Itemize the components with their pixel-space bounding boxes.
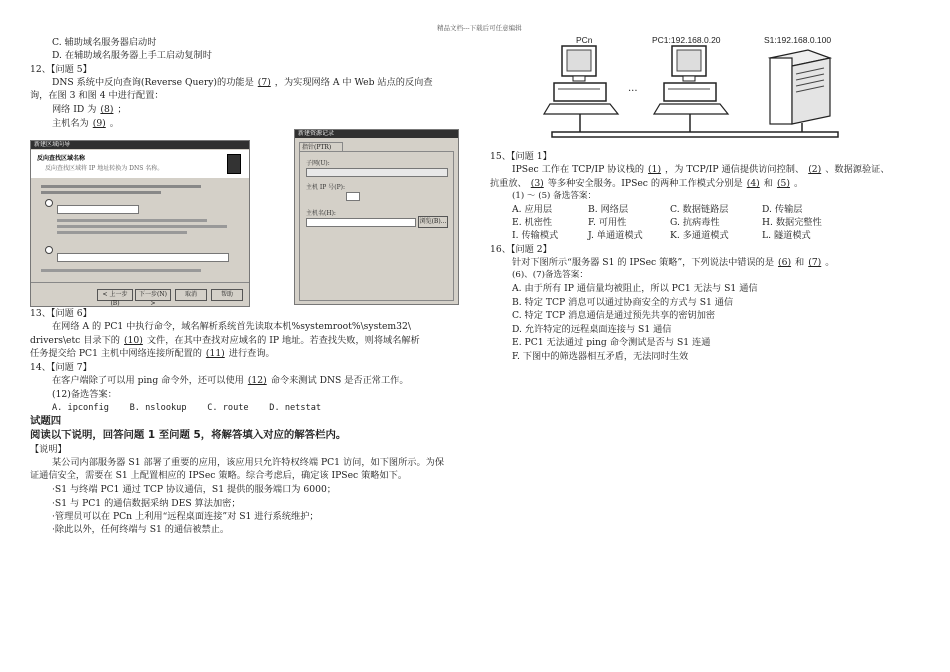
blank-8[interactable]: (8)	[100, 104, 114, 115]
pc1-computer-icon	[654, 46, 728, 132]
blank-10[interactable]: (10)	[124, 335, 143, 346]
blank-9[interactable]: (9)	[92, 118, 106, 129]
blank-4[interactable]: (4)	[746, 178, 760, 189]
policy-bullet: ·S1 与 PC1 的通信数据采纳 DES 算法加密；	[52, 498, 241, 509]
next-button[interactable]: 下一步(N) >	[135, 289, 171, 301]
section-instruction: 阅读以下说明，回答问题 1 至问题 5，将解答填入对应的解答栏内。	[30, 429, 347, 441]
browse-button[interactable]: 浏览(B)...	[418, 216, 448, 228]
wizard-heading: 反向查找区域名称	[37, 155, 86, 162]
q13-line2: drivers\etc 目录下的 (10) 文件，在其中查找对应域名的 IP 地址。若查找失败，则将域名解析	[30, 335, 420, 346]
option: K. 多通道模式	[670, 230, 729, 241]
blank-7[interactable]: (7)	[257, 77, 271, 88]
option: D. 传输层	[762, 204, 803, 215]
new-resource-record-figure	[294, 129, 459, 305]
blank-2[interactable]: (2)	[808, 164, 822, 175]
q16-options-head: (6)、(7)备选答案：	[512, 270, 588, 280]
description-line2: 证通信安全，需要在 S1 上配置相应的 IPSec 策略。综合考虑后，确定该 IPSec 策略如下。	[30, 470, 408, 481]
text-line	[57, 219, 207, 222]
policy-bullet: ·管理员可以在 PCn 上利用“远程桌面连接”对 S1 进行系统维护；	[52, 511, 319, 522]
radio-network-id[interactable]	[45, 199, 53, 207]
pc1-label: PC1:192.168.0.20	[652, 35, 721, 45]
text-line	[41, 191, 161, 194]
radio-zone-name[interactable]	[45, 246, 53, 254]
text-line	[41, 185, 201, 188]
option: I. 传输模式	[512, 230, 559, 241]
option: C. 数据链路层	[670, 204, 729, 215]
q16-line1: 针对下图所示“服务器 S1 的 IPSec 策略”，下列说法中错误的是 (6) 和 (7) 。	[512, 257, 835, 268]
host-ip-label: 主机 IP 号(P):	[306, 184, 345, 191]
option: G. 抗病毒性	[670, 217, 720, 228]
q16-option-f: F. 下图中的筛选器相互矛盾，无法同时生效	[512, 351, 689, 362]
host-name-label: 主机名(H):	[306, 210, 336, 217]
q14-heading: 14、【问题 7】	[30, 362, 92, 373]
q15-heading: 15、【问题 1】	[490, 151, 552, 162]
q15-line2: 抗重放、 (3) 等多种安全服务。IPSec 的两种工作模式分别是 (4) 和 (5) 。	[490, 178, 804, 189]
subnet-label: 子网(U):	[306, 160, 330, 167]
q16-option-c: C. 特定 TCP 消息通信是通过预先共享的密钥加密	[512, 310, 716, 321]
blank-11[interactable]: (11)	[205, 348, 225, 359]
divider	[31, 282, 249, 283]
server-icon	[227, 154, 241, 174]
option: B. 网络层	[588, 204, 629, 215]
cancel-button[interactable]: 取消	[175, 289, 207, 301]
pcn-label: PCn	[576, 35, 593, 45]
option-row	[512, 203, 802, 217]
description-line1: 某公司内部服务器 S1 部署了重要的应用，该应用只允许特权终端 PC1 访问，如下图所示。为保	[52, 457, 445, 468]
option-c: C. 辅助域名服务器启动时	[52, 37, 157, 48]
option: A. 应用层	[512, 204, 553, 215]
option-row	[512, 216, 822, 230]
network-id-line: 网络 ID 为 (8) ；	[52, 104, 127, 115]
option: J. 单通道模式	[588, 230, 643, 241]
tab-panel	[299, 151, 454, 301]
option: E. 机密性	[512, 217, 553, 228]
text-line	[41, 269, 201, 272]
back-button[interactable]: < 上一步(B)	[97, 289, 133, 301]
blank-12[interactable]: (12)	[247, 375, 267, 386]
q14-options: A. ipconfig B. nslookup C. route D. netstat	[52, 403, 322, 413]
options-heading: (1) ～ (5) 备选答案：	[512, 191, 597, 201]
blank-6[interactable]: (6)	[778, 257, 792, 268]
q16-heading: 16、【问题 2】	[490, 244, 552, 255]
blank-5[interactable]: (5)	[776, 178, 790, 189]
text-line	[57, 225, 227, 228]
q16-option-d: D. 允许特定的远程桌面连接与 S1 通信	[512, 324, 672, 335]
description-head: 【说明】	[30, 444, 67, 455]
option: H. 数据完整性	[762, 217, 822, 228]
reverse-zone-wizard-figure	[30, 140, 250, 307]
help-button[interactable]: 帮助	[211, 289, 243, 301]
s1-label: S1:192.168.0.100	[764, 35, 832, 45]
q13-line3: 任务提交给 PC1 主机中网络连接所配置的 (11) 进行查询。	[30, 348, 275, 359]
host-ip-field[interactable]	[346, 192, 360, 201]
q15-line1: IPSec 工作在 TCP/IP 协议栈的 (1) ，为 TCP/IP 通信提供访问控制、 (2) 、数据源验证、	[512, 164, 890, 175]
section-title: 试题四	[30, 415, 62, 427]
blank-7b[interactable]: (7)	[808, 257, 822, 268]
network-diagram	[540, 28, 860, 146]
policy-bullet: ·S1 与终端 PC1 通过 TCP 协议通信，S1 提供的服务端口为 6000；	[52, 484, 336, 495]
option-row	[512, 229, 811, 243]
blank-3[interactable]: (3)	[530, 178, 544, 189]
q16-option-a: A. 由于所有 IP 通信量均被阻止，所以 PC1 无法与 S1 通信	[512, 283, 758, 294]
network-id-field[interactable]	[57, 205, 139, 214]
wizard-title: 新建区域向导	[31, 141, 249, 149]
page-header: 精品文档---下载后可任意编辑	[437, 24, 522, 32]
q13-line1: 在网络 A 的 PC1 中执行命令，域名解析系统首先读取本机%systemroot%\system32\	[52, 321, 411, 332]
q12-line2: 询，在图 3 和图 4 中进行配置：	[30, 90, 164, 101]
zone-name-field[interactable]	[57, 253, 229, 262]
option: L. 隧道模式	[762, 230, 811, 241]
option-d: D. 在辅助域名服务器上手工启动复制时	[52, 50, 212, 61]
pcn-computer-icon	[544, 46, 618, 132]
text-line	[57, 231, 187, 234]
s1-server-icon	[770, 50, 830, 132]
q14-options-head: (12)备选答案：	[52, 389, 117, 400]
q13-heading: 13、【问题 6】	[30, 308, 92, 319]
tab-ptr[interactable]: 指针(PTR)	[299, 142, 343, 152]
q16-option-b: B. 特定 TCP 消息可以通过协商安全的方式与 S1 通信	[512, 297, 734, 308]
ellipsis: ...	[628, 83, 638, 94]
subnet-field	[306, 168, 448, 177]
hostname-line: 主机名为 (9) 。	[52, 118, 119, 129]
option: F. 可用性	[588, 217, 627, 228]
q12-heading: 12、【问题 5】	[30, 64, 92, 75]
q14-line1: 在客户端除了可以用 ping 命令外，还可以使用 (12) 命令来测试 DNS 是否正常工作。	[52, 375, 409, 386]
host-name-field[interactable]	[306, 218, 416, 227]
q12-line1: DNS 系统中反向查询(Reverse Query)的功能是 (7) ，为实现网络 A 中 Web 站点的反向查	[52, 77, 433, 88]
q16-option-e: E. PC1 无法通过 ping 命令测试是否与 S1 连通	[512, 337, 711, 348]
policy-bullet: ·除此以外，任何终端与 S1 的通信被禁止。	[52, 524, 230, 535]
wizard-header-panel	[31, 150, 249, 178]
wizard-subheading: 反向查找区域将 IP 地址转换为 DNS 名称。	[45, 165, 164, 172]
lan-bus	[552, 132, 838, 137]
record-title: 新建资源记录	[295, 130, 458, 138]
blank-1[interactable]: (1)	[648, 164, 662, 175]
